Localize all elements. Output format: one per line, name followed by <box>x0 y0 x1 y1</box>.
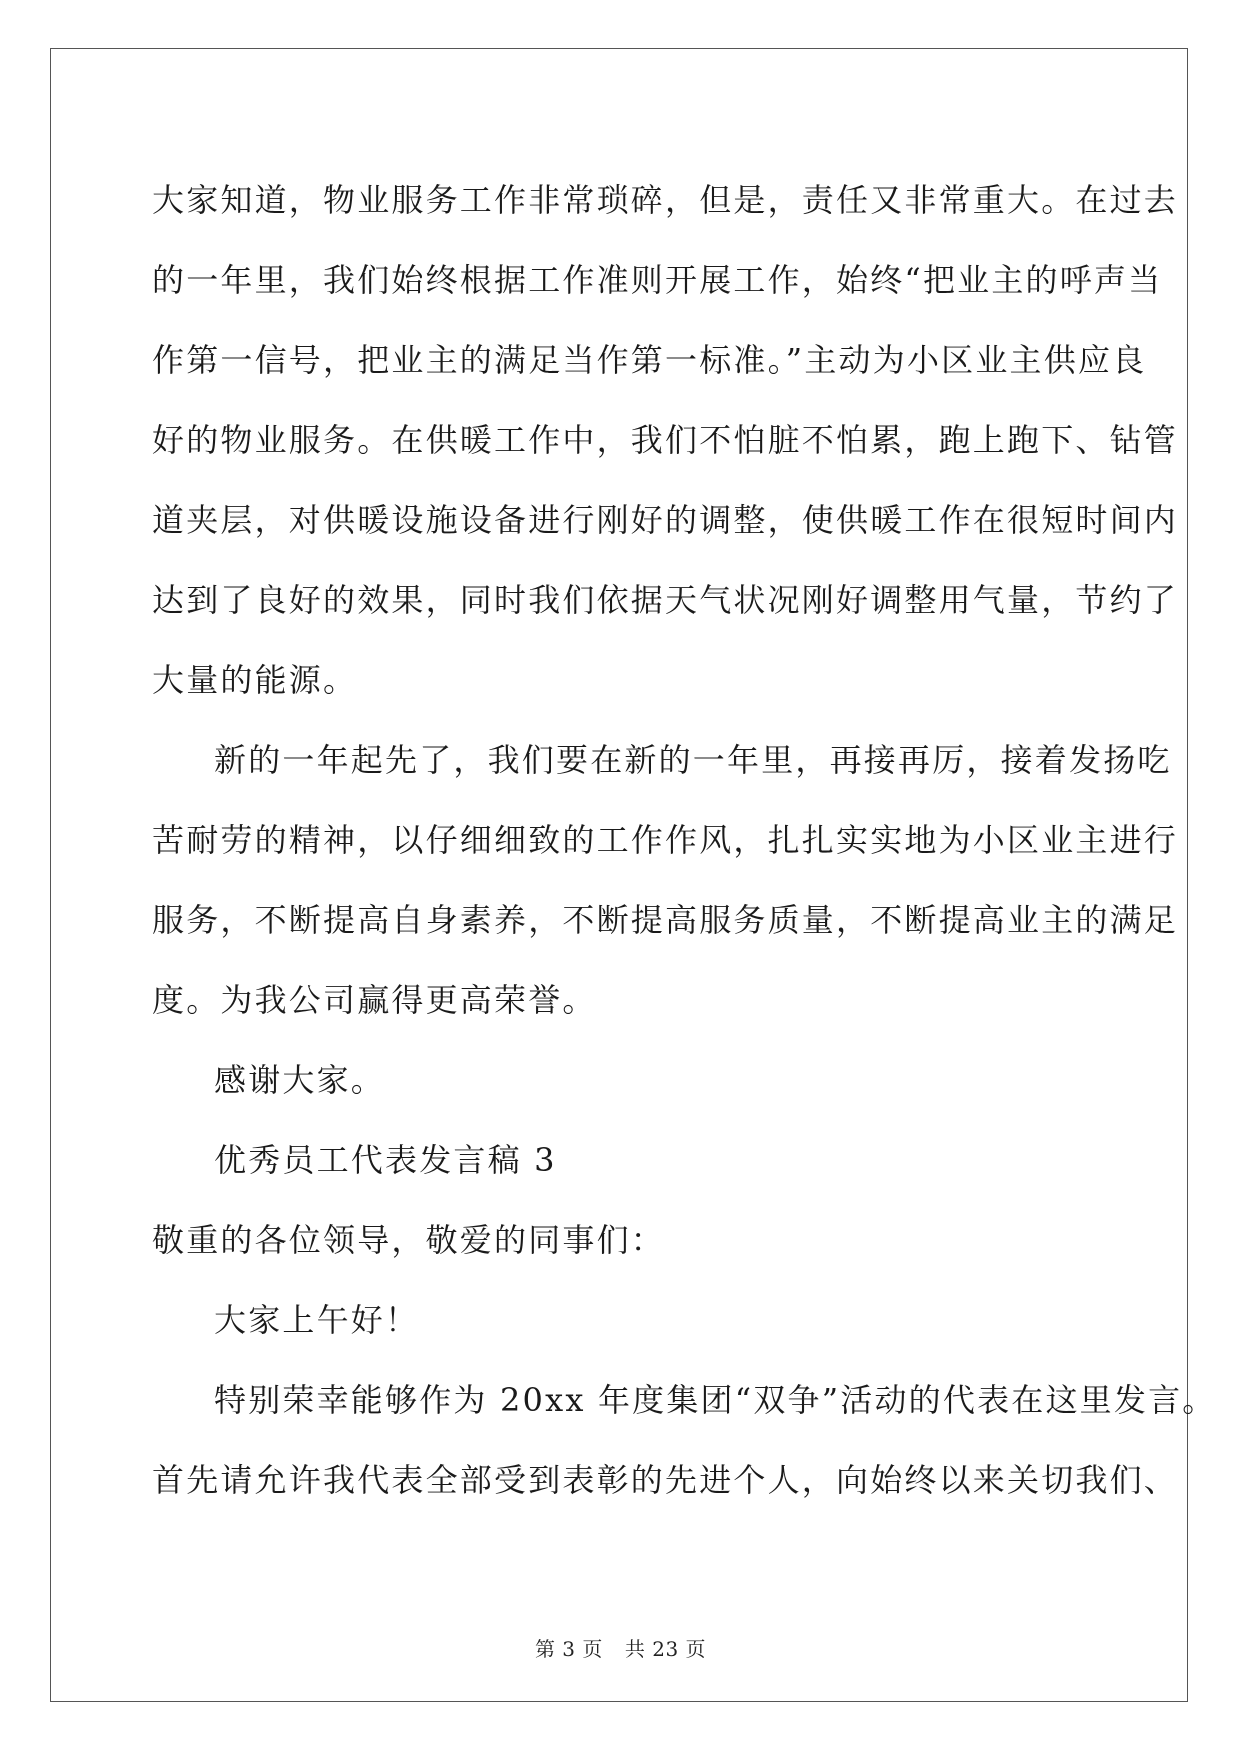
salutation: 敬重的各位领导，敬爱的同事们： <box>152 1221 666 1259</box>
paragraph-line: 达到了良好的效果，同时我们依据天气状况刚好调整用气量，节约了 <box>152 581 1179 619</box>
paragraph-line: 好的物业服务。在供暖工作中，我们不怕脏不怕累，跑上跑下、钻管 <box>152 421 1179 459</box>
paragraph-line: 苦耐劳的精神，以仔细细致的工作作风，扎扎实实地为小区业主进行 <box>152 821 1179 859</box>
paragraph-line: 大家知道，物业服务工作非常琐碎，但是，责任又非常重大。在过去 <box>152 181 1179 219</box>
greeting: 大家上午好！ <box>214 1301 420 1339</box>
section-heading: 优秀员工代表发言稿 3 <box>214 1141 557 1179</box>
paragraph-line: 度。为我公司赢得更高荣誉。 <box>152 981 597 1019</box>
paragraph-line: 道夹层，对供暖设施设备进行刚好的调整，使供暖工作在很短时间内 <box>152 501 1179 539</box>
paragraph-line: 作第一信号，把业主的满足当作第一标准。”主动为小区业主供应良 <box>152 341 1147 379</box>
paragraph-line: 服务，不断提高自身素养，不断提高服务质量，不断提高业主的满足 <box>152 901 1179 939</box>
page-number: 第 3 页 <box>534 1637 603 1661</box>
page-total: 共 23 页 <box>624 1637 707 1661</box>
page-footer <box>0 1633 1241 1662</box>
paragraph-line: 特别荣幸能够作为 20xx 年度集团“双争”活动的代表在这里发言。 <box>214 1381 1217 1419</box>
closing-thanks: 感谢大家。 <box>214 1061 386 1099</box>
paragraph-line: 的一年里，我们始终根据工作准则开展工作，始终“把业主的呼声当 <box>152 261 1163 299</box>
paragraph-line: 新的一年起先了，我们要在新的一年里，再接再厉，接着发扬吃 <box>214 741 1172 779</box>
document-body <box>152 160 1217 1520</box>
paragraph-line: 大量的能源。 <box>152 661 358 699</box>
paragraph-line: 首先请允许我代表全部受到表彰的先进个人，向始终以来关切我们、 <box>152 1461 1179 1499</box>
